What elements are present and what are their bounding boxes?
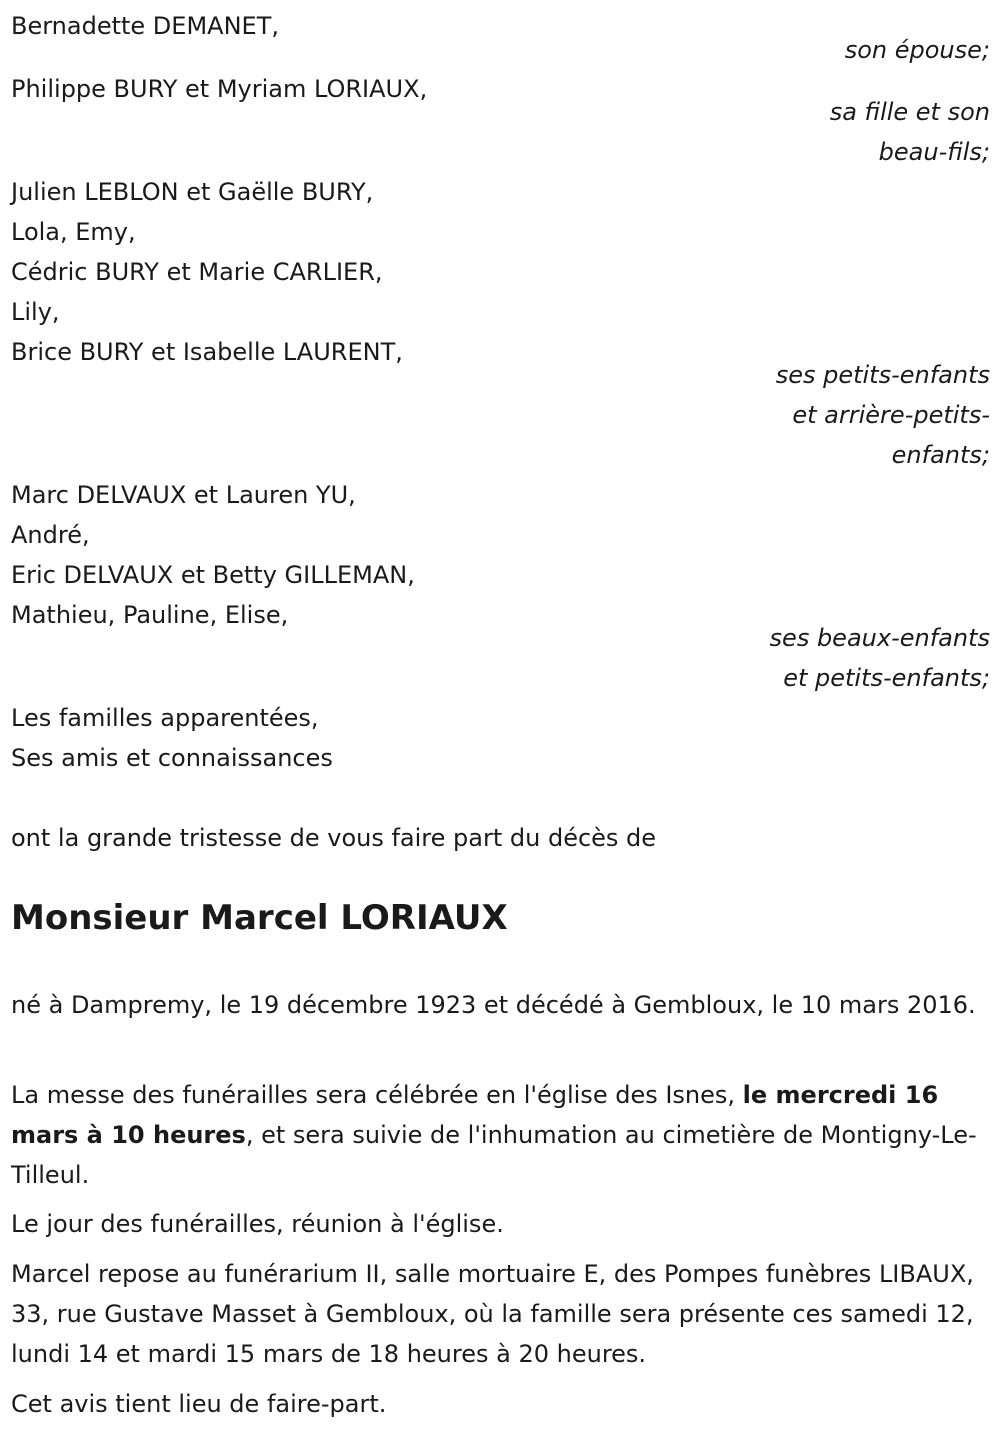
- grandchildren-relation-1: ses petits-enfants: [775, 361, 990, 389]
- reunion-paragraph: Le jour des funérailles, réunion à l'église.: [11, 1210, 504, 1238]
- stepchild-line: Mathieu, Pauline, Elise,: [11, 601, 289, 629]
- grandchild-line: Lily,: [11, 298, 60, 326]
- grandchild-line: Cédric BURY et Marie CARLIER,: [11, 258, 383, 286]
- relatives-line: Les familles apparentées,: [11, 704, 319, 732]
- daughter-relation-2: beau-fils;: [878, 138, 990, 166]
- funeral-text-after: , et sera suivie de l'inhumation au cimetière de Montigny-Le-Tilleul.: [11, 1121, 977, 1189]
- repose-paragraph: Marcel repose au funérarium II, salle mortuaire E, des Pompes funèbres LIBAUX, 33, rue Gustave Masset à Gembloux, où la famille sera présente ces samedi 12, lundi 14 et mardi 15 mars de 18 heures à 20 heures.: [11, 1260, 974, 1368]
- spouse-name: Bernadette DEMANET,: [11, 12, 279, 40]
- closing-paragraph: Cet avis tient lieu de faire-part.: [11, 1390, 387, 1418]
- spouse-relation: son épouse;: [844, 36, 990, 64]
- grandchild-line: Brice BURY et Isabelle LAURENT,: [11, 338, 403, 366]
- funeral-date-time: le mercredi 16 mars à 10 heures: [11, 1081, 939, 1149]
- daughter-names: Philippe BURY et Myriam LORIAUX,: [11, 75, 428, 103]
- grandchildren-relation-3: enfants;: [891, 441, 990, 469]
- deceased-name: Monsieur Marcel LORIAUX: [11, 898, 508, 938]
- stepchild-line: André,: [11, 521, 90, 549]
- funeral-paragraph: [11, 1075, 986, 1195]
- stepchildren-relation-2: et petits-enfants;: [783, 664, 990, 692]
- grandchild-line: Julien LEBLON et Gaëlle BURY,: [11, 178, 374, 206]
- birth-death-paragraph: né à Dampremy, le 19 décembre 1923 et décédé à Gembloux, le 10 mars 2016.: [11, 991, 976, 1019]
- funeral-text-before: La messe des funérailles sera célébrée en l'église des Isnes,: [11, 1081, 743, 1109]
- stepchild-line: Marc DELVAUX et Lauren YU,: [11, 481, 356, 509]
- announcement-text: ont la grande tristesse de vous faire part du décès de: [11, 824, 657, 852]
- grandchild-line: Lola, Emy,: [11, 218, 136, 246]
- grandchildren-relation-2: et arrière-petits-: [792, 401, 990, 429]
- daughter-relation-1: sa fille et son: [829, 98, 990, 126]
- friends-line: Ses amis et connaissances: [11, 744, 333, 772]
- stepchildren-relation-1: ses beaux-enfants: [769, 624, 990, 652]
- stepchild-line: Eric DELVAUX et Betty GILLEMAN,: [11, 561, 415, 589]
